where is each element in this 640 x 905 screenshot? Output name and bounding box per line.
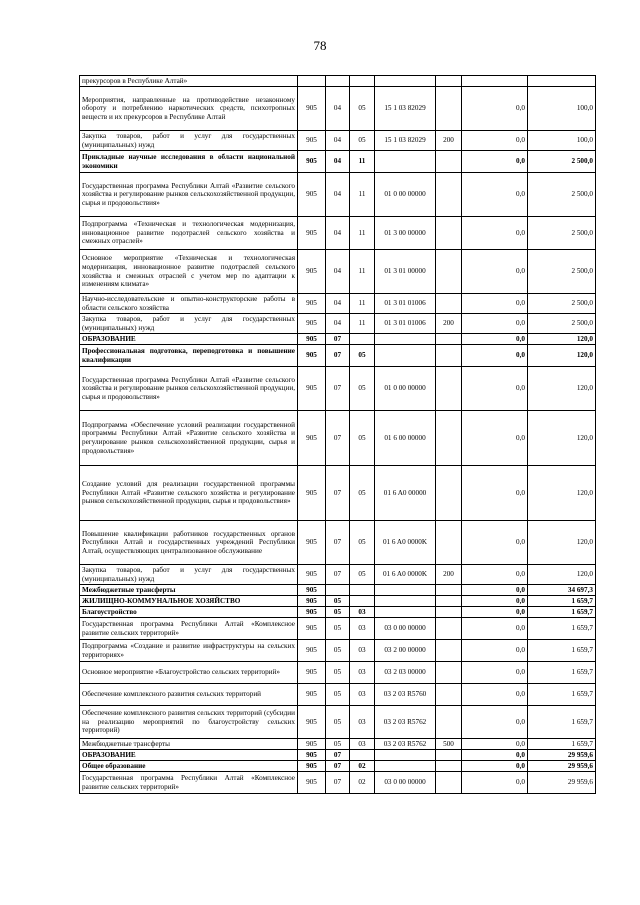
subsection-cell [350, 76, 375, 87]
grbs-cell: 905 [298, 334, 326, 345]
table-row [80, 76, 596, 87]
grbs-cell: 905 [298, 466, 326, 521]
target-article-cell: 01 6 A0 00000 [375, 466, 436, 521]
grbs-cell: 905 [298, 250, 326, 294]
grbs-cell: 905 [298, 87, 326, 131]
section-cell: 07 [326, 466, 350, 521]
section-cell: 05 [326, 607, 350, 618]
target-article-cell: 01 3 01 00000 [375, 250, 436, 294]
amount-2-cell: 2 500,0 [528, 314, 596, 334]
expense-type-cell [436, 76, 462, 87]
subsection-cell: 05 [350, 345, 375, 367]
subsection-cell: 02 [350, 761, 375, 772]
amount-1-cell: 0,0 [462, 640, 528, 662]
expense-type-cell [436, 367, 462, 411]
grbs-cell: 905 [298, 314, 326, 334]
amount-2-cell: 120,0 [528, 521, 596, 565]
amount-2-cell: 29 959,6 [528, 750, 596, 761]
row-name-cell: Подпрограмма «Обеспечение условий реализации государственной программы Республики Алтай «Развитие сельского хозяйства и регулирование рынков сельскохозяйственной продукции, сырья и продовольствия» [80, 411, 298, 466]
section-cell: 07 [326, 367, 350, 411]
grbs-cell: 905 [298, 739, 326, 750]
target-article-cell: 01 3 01 01006 [375, 314, 436, 334]
amount-2-cell: 100,0 [528, 131, 596, 151]
expense-type-cell [436, 640, 462, 662]
table-row [80, 706, 596, 739]
subsection-cell: 03 [350, 706, 375, 739]
expense-type-cell [436, 706, 462, 739]
subsection-cell: 02 [350, 772, 375, 794]
section-cell: 05 [326, 640, 350, 662]
amount-2-cell: 120,0 [528, 411, 596, 466]
target-article-cell: 01 0 00 00000 [375, 367, 436, 411]
target-article-cell [375, 345, 436, 367]
expense-type-cell [436, 662, 462, 684]
table-row [80, 607, 596, 618]
amount-2-cell: 2 500,0 [528, 173, 596, 217]
expense-type-cell [436, 607, 462, 618]
expense-type-cell [436, 250, 462, 294]
section-cell: 07 [326, 750, 350, 761]
row-name-cell: Обеспечение комплексного развития сельских территорий (субсидии на реализацию мероприятий по благоустройству сельских территорий) [80, 706, 298, 739]
section-cell [326, 76, 350, 87]
amount-1-cell: 0,0 [462, 217, 528, 250]
table-row [80, 131, 596, 151]
expense-type-cell [436, 217, 462, 250]
amount-1-cell: 0,0 [462, 750, 528, 761]
amount-1-cell: 0,0 [462, 585, 528, 596]
grbs-cell: 905 [298, 151, 326, 173]
amount-1-cell: 0,0 [462, 250, 528, 294]
target-article-cell [375, 750, 436, 761]
amount-2-cell: 1 659,7 [528, 618, 596, 640]
table-row [80, 173, 596, 217]
grbs-cell: 905 [298, 640, 326, 662]
row-name-cell: Благоустройство [80, 607, 298, 618]
amount-1-cell: 0,0 [462, 521, 528, 565]
amount-1-cell: 0,0 [462, 173, 528, 217]
row-name-cell: Подпрограмма «Техническая и технологическая модернизация, инновационное развитие подотраслей сельского хозяйства и смежных отраслей» [80, 217, 298, 250]
subsection-cell: 11 [350, 217, 375, 250]
amount-1-cell: 0,0 [462, 411, 528, 466]
subsection-cell: 11 [350, 314, 375, 334]
grbs-cell: 905 [298, 618, 326, 640]
row-name-cell: ОБРАЗОВАНИЕ [80, 750, 298, 761]
row-name-cell: Обеспечение комплексного развития сельских территорий [80, 684, 298, 706]
row-name-cell: Мероприятия, направленные на противодействие незаконному обороту и потреблению наркотических средств, психотропных веществ и их прекурсоров в Республике Алтай [80, 87, 298, 131]
amount-2-cell: 29 959,6 [528, 761, 596, 772]
table-row [80, 367, 596, 411]
table-row [80, 565, 596, 585]
amount-1-cell [462, 76, 528, 87]
amount-1-cell: 0,0 [462, 706, 528, 739]
row-name-cell: Общее образование [80, 761, 298, 772]
target-article-cell [375, 596, 436, 607]
section-cell: 04 [326, 314, 350, 334]
row-name-cell: Межбюджетные трансферты [80, 585, 298, 596]
expense-type-cell [436, 596, 462, 607]
amount-2-cell: 1 659,7 [528, 640, 596, 662]
amount-1-cell: 0,0 [462, 607, 528, 618]
row-name-cell: Государственная программа Республики Алтай «Комплексное развитие сельских территорий» [80, 618, 298, 640]
amount-2-cell: 1 659,7 [528, 706, 596, 739]
table-row [80, 585, 596, 596]
table-row [80, 750, 596, 761]
section-cell: 05 [326, 684, 350, 706]
grbs-cell: 905 [298, 662, 326, 684]
subsection-cell: 05 [350, 87, 375, 131]
amount-2-cell: 2 500,0 [528, 250, 596, 294]
section-cell: 07 [326, 345, 350, 367]
table-row [80, 761, 596, 772]
expense-type-cell [436, 151, 462, 173]
target-article-cell: 03 2 03 R5762 [375, 706, 436, 739]
amount-2-cell: 120,0 [528, 345, 596, 367]
section-cell: 05 [326, 739, 350, 750]
table-row [80, 684, 596, 706]
section-cell: 04 [326, 151, 350, 173]
section-cell: 04 [326, 87, 350, 131]
grbs-cell: 905 [298, 217, 326, 250]
expense-type-cell: 200 [436, 131, 462, 151]
row-name-cell: Государственная программа Республики Алтай «Развитие сельского хозяйства и регулирование рынков сельскохозяйственной продукции, сырья и продовольствия» [80, 367, 298, 411]
expense-type-cell [436, 173, 462, 217]
subsection-cell: 03 [350, 662, 375, 684]
expense-type-cell [436, 521, 462, 565]
target-article-cell [375, 151, 436, 173]
amount-2-cell: 1 659,7 [528, 739, 596, 750]
target-article-cell: 03 2 00 00000 [375, 640, 436, 662]
target-article-cell: 01 3 00 00000 [375, 217, 436, 250]
target-article-cell: 01 6 A0 0000K [375, 521, 436, 565]
amount-1-cell: 0,0 [462, 739, 528, 750]
amount-1-cell: 0,0 [462, 684, 528, 706]
expense-type-cell [436, 87, 462, 131]
target-article-cell: 03 0 00 00000 [375, 772, 436, 794]
expense-type-cell [436, 772, 462, 794]
expense-type-cell [436, 466, 462, 521]
row-name-cell: Основное мероприятие «Благоустройство сельских территорий» [80, 662, 298, 684]
expense-type-cell [436, 618, 462, 640]
target-article-cell [375, 607, 436, 618]
subsection-cell [350, 334, 375, 345]
row-name-cell: Государственная программа Республики Алтай «Развитие сельского хозяйства и регулирование рынков сельскохозяйственной продукции, сырья и продовольствия» [80, 173, 298, 217]
table-row [80, 772, 596, 794]
row-name-cell: Межбюджетные трансферты [80, 739, 298, 750]
table-row [80, 217, 596, 250]
table-row [80, 250, 596, 294]
amount-1-cell: 0,0 [462, 565, 528, 585]
row-name-cell: Подпрограмма «Создание и развитие инфраструктуры на сельских территориях» [80, 640, 298, 662]
subsection-cell [350, 596, 375, 607]
target-article-cell: 01 3 01 01006 [375, 294, 436, 314]
subsection-cell: 05 [350, 411, 375, 466]
amount-2-cell: 120,0 [528, 367, 596, 411]
section-cell: 07 [326, 772, 350, 794]
subsection-cell: 03 [350, 640, 375, 662]
grbs-cell: 905 [298, 411, 326, 466]
expense-type-cell [436, 761, 462, 772]
grbs-cell: 905 [298, 345, 326, 367]
expense-type-cell [436, 585, 462, 596]
grbs-cell: 905 [298, 173, 326, 217]
amount-2-cell: 2 500,0 [528, 151, 596, 173]
target-article-cell [375, 76, 436, 87]
target-article-cell: 01 6 A0 0000K [375, 565, 436, 585]
amount-2-cell: 2 500,0 [528, 217, 596, 250]
subsection-cell: 05 [350, 131, 375, 151]
section-cell: 04 [326, 250, 350, 294]
subsection-cell: 11 [350, 151, 375, 173]
expense-type-cell [436, 334, 462, 345]
amount-1-cell: 0,0 [462, 131, 528, 151]
section-cell: 07 [326, 334, 350, 345]
amount-1-cell: 0,0 [462, 334, 528, 345]
amount-2-cell: 1 659,7 [528, 596, 596, 607]
grbs-cell [298, 76, 326, 87]
table-row [80, 640, 596, 662]
table-row [80, 151, 596, 173]
table-row [80, 345, 596, 367]
amount-2-cell: 120,0 [528, 334, 596, 345]
subsection-cell: 11 [350, 294, 375, 314]
table-row [80, 596, 596, 607]
expense-type-cell [436, 684, 462, 706]
amount-1-cell: 0,0 [462, 294, 528, 314]
amount-2-cell: 1 659,7 [528, 607, 596, 618]
table-row [80, 739, 596, 750]
row-name-cell: Профессиональная подготовка, переподготовка и повышение квалификации [80, 345, 298, 367]
section-cell: 07 [326, 565, 350, 585]
amount-2-cell: 29 959,6 [528, 772, 596, 794]
grbs-cell: 905 [298, 521, 326, 565]
expense-type-cell [436, 750, 462, 761]
subsection-cell: 05 [350, 521, 375, 565]
section-cell: 04 [326, 173, 350, 217]
target-article-cell: 15 1 03 82029 [375, 87, 436, 131]
row-name-cell: Государственная программа Республики Алтай «Комплексное развитие сельских территорий» [80, 772, 298, 794]
expense-type-cell: 200 [436, 565, 462, 585]
table-row [80, 314, 596, 334]
table-row [80, 87, 596, 131]
subsection-cell: 11 [350, 250, 375, 294]
grbs-cell: 905 [298, 607, 326, 618]
target-article-cell [375, 585, 436, 596]
subsection-cell [350, 585, 375, 596]
section-cell: 07 [326, 521, 350, 565]
table-row [80, 618, 596, 640]
section-cell: 05 [326, 706, 350, 739]
section-cell: 04 [326, 294, 350, 314]
table-row [80, 662, 596, 684]
amount-1-cell: 0,0 [462, 466, 528, 521]
grbs-cell: 905 [298, 772, 326, 794]
amount-2-cell: 34 697,3 [528, 585, 596, 596]
amount-2-cell [528, 76, 596, 87]
amount-1-cell: 0,0 [462, 662, 528, 684]
target-article-cell: 03 2 03 R5762 [375, 739, 436, 750]
subsection-cell: 03 [350, 739, 375, 750]
table-row [80, 294, 596, 314]
amount-2-cell: 1 659,7 [528, 662, 596, 684]
grbs-cell: 905 [298, 131, 326, 151]
subsection-cell: 03 [350, 618, 375, 640]
row-name-cell: Закупка товаров, работ и услуг для государственных (муниципальных) нужд [80, 131, 298, 151]
row-name-cell: ОБРАЗОВАНИЕ [80, 334, 298, 345]
section-cell: 05 [326, 662, 350, 684]
page-number: 78 [313, 38, 327, 53]
expense-type-cell: 200 [436, 314, 462, 334]
amount-2-cell: 2 500,0 [528, 294, 596, 314]
grbs-cell: 905 [298, 585, 326, 596]
row-name-cell: прекурсоров в Республике Алтай» [80, 76, 298, 87]
target-article-cell: 03 2 03 00000 [375, 662, 436, 684]
amount-1-cell: 0,0 [462, 761, 528, 772]
amount-1-cell: 0,0 [462, 345, 528, 367]
table-row [80, 521, 596, 565]
section-cell: 05 [326, 618, 350, 640]
row-name-cell: Научно-исследовательские и опытно-конструкторские работы в области сельского хозяйства [80, 294, 298, 314]
amount-2-cell: 1 659,7 [528, 684, 596, 706]
grbs-cell: 905 [298, 750, 326, 761]
section-cell: 04 [326, 131, 350, 151]
row-name-cell: Закупка товаров, работ и услуг для государственных (муниципальных) нужд [80, 565, 298, 585]
target-article-cell: 03 0 00 00000 [375, 618, 436, 640]
target-article-cell: 03 2 03 R5760 [375, 684, 436, 706]
expense-type-cell [436, 345, 462, 367]
target-article-cell: 01 0 00 00000 [375, 173, 436, 217]
amount-1-cell: 0,0 [462, 772, 528, 794]
section-cell: 04 [326, 217, 350, 250]
amount-1-cell: 0,0 [462, 618, 528, 640]
target-article-cell [375, 334, 436, 345]
grbs-cell: 905 [298, 565, 326, 585]
subsection-cell: 03 [350, 684, 375, 706]
section-cell [326, 585, 350, 596]
row-name-cell: Создание условий для реализации государственной программы Республики Алтай «Развитие сельского хозяйства и регулирование рынков сельскохозяйственной продукции, сырья и продовольствия» [80, 466, 298, 521]
amount-1-cell: 0,0 [462, 314, 528, 334]
amount-1-cell: 0,0 [462, 596, 528, 607]
subsection-cell: 05 [350, 565, 375, 585]
table-row [80, 466, 596, 521]
subsection-cell: 05 [350, 466, 375, 521]
section-cell: 05 [326, 596, 350, 607]
subsection-cell: 11 [350, 173, 375, 217]
grbs-cell: 905 [298, 684, 326, 706]
table-row [80, 411, 596, 466]
row-name-cell: Основное мероприятие «Техническая и технологическая модернизация, инновационное развитие подотраслей сельского хозяйства и смежных отраслей с учетом мер по адаптации к изменениям климата» [80, 250, 298, 294]
row-name-cell: ЖИЛИЩНО-КОММУНАЛЬНОЕ ХОЗЯЙСТВО [80, 596, 298, 607]
amount-2-cell: 120,0 [528, 466, 596, 521]
amount-1-cell: 0,0 [462, 87, 528, 131]
amount-1-cell: 0,0 [462, 367, 528, 411]
expense-type-cell [436, 294, 462, 314]
expense-type-cell: 500 [436, 739, 462, 750]
expense-type-cell [436, 411, 462, 466]
subsection-cell [350, 750, 375, 761]
amount-2-cell: 120,0 [528, 565, 596, 585]
target-article-cell: 15 1 03 82029 [375, 131, 436, 151]
budget-table [79, 75, 596, 794]
subsection-cell: 03 [350, 607, 375, 618]
grbs-cell: 905 [298, 596, 326, 607]
table-row [80, 334, 596, 345]
amount-2-cell: 100,0 [528, 87, 596, 131]
target-article-cell [375, 761, 436, 772]
table-body [80, 76, 596, 794]
section-cell: 07 [326, 761, 350, 772]
grbs-cell: 905 [298, 761, 326, 772]
row-name-cell: Прикладные научные исследования в области национальной экономики [80, 151, 298, 173]
grbs-cell: 905 [298, 706, 326, 739]
row-name-cell: Повышение квалификации работников государственных органов Республики Алтай и государственных учреждений Республики Алтай, осуществляющих централизованное обслуживание [80, 521, 298, 565]
subsection-cell: 05 [350, 367, 375, 411]
amount-1-cell: 0,0 [462, 151, 528, 173]
row-name-cell: Закупка товаров, работ и услуг для государственных (муниципальных) нужд [80, 314, 298, 334]
grbs-cell: 905 [298, 367, 326, 411]
target-article-cell: 01 6 00 00000 [375, 411, 436, 466]
section-cell: 07 [326, 411, 350, 466]
grbs-cell: 905 [298, 294, 326, 314]
